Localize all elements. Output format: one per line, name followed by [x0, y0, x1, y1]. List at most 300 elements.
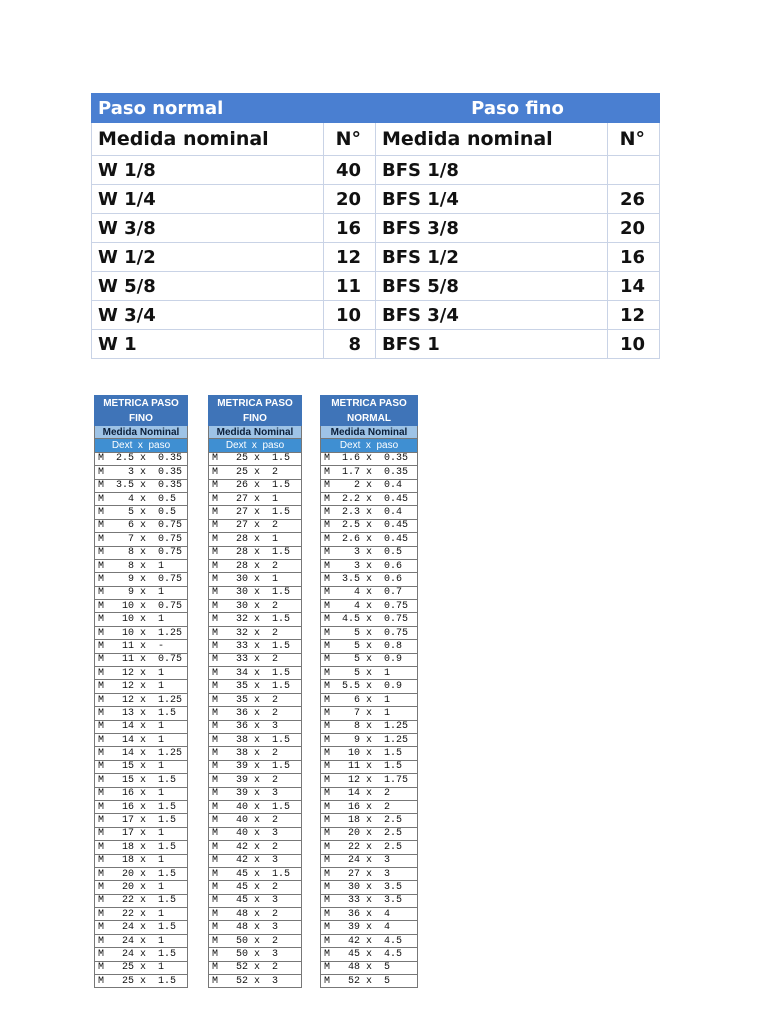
- metric-row: [209, 800, 302, 813]
- metric-size: M 2.5 x 0.45: [321, 519, 418, 532]
- normal-size: W 1/8: [92, 156, 324, 185]
- metric-columns-cell: Dext x paso: [321, 439, 418, 452]
- metric-size: M 50 x 2: [209, 934, 302, 947]
- metric-size: M 33 x 2: [209, 653, 302, 666]
- metric-row: [95, 667, 188, 680]
- metric-row: [321, 814, 418, 827]
- thread-table: [91, 93, 660, 359]
- metric-row: [209, 573, 302, 586]
- metric-title-line2-cell: FINO: [209, 411, 302, 426]
- metric-size: M 16 x 2: [321, 800, 418, 813]
- metric-row: [95, 881, 188, 894]
- metric-row: [209, 921, 302, 934]
- metric-row: [321, 613, 418, 626]
- metric-row: [321, 519, 418, 532]
- metric-title-line2-cell: FINO: [95, 411, 188, 426]
- metric-size: M 16 x 1.5: [95, 800, 188, 813]
- metric-row: [95, 559, 188, 572]
- metric-size: M 5 x 1: [321, 667, 418, 680]
- metric-size: M 52 x 2: [209, 961, 302, 974]
- metric-row: [209, 452, 302, 465]
- metric-row: [209, 908, 302, 921]
- thread-table-subheader: [92, 123, 660, 156]
- metric-size: M 45 x 2: [209, 881, 302, 894]
- metric-size: M 36 x 2: [209, 707, 302, 720]
- metric-size: M 8 x 1.25: [321, 720, 418, 733]
- metric-columns-cell: Dext x paso: [209, 439, 302, 452]
- metric-size: M 30 x 2: [209, 600, 302, 613]
- metric-row: [209, 975, 302, 988]
- metric-row: [321, 559, 418, 572]
- metric-row: [95, 466, 188, 479]
- thread-row: [92, 185, 660, 214]
- metric-label: [321, 426, 418, 439]
- normal-size: W 3/4: [92, 301, 324, 330]
- header-paso-normal: Paso normal: [92, 94, 376, 123]
- metric-size: M 3 x 0.5: [321, 546, 418, 559]
- metric-row: [209, 760, 302, 773]
- normal-size: W 1/2: [92, 243, 324, 272]
- metric-row: [321, 693, 418, 706]
- metric-row: [209, 613, 302, 626]
- thread-row: [92, 214, 660, 243]
- metric-size: M 33 x 3.5: [321, 894, 418, 907]
- col-numero-fino: N°: [608, 123, 660, 156]
- metric-row: [95, 640, 188, 653]
- metric-label-cell: Medida Nominal: [95, 426, 188, 439]
- metric-fino-table-1: [94, 395, 188, 988]
- metric-row: [95, 760, 188, 773]
- metric-size: M 8 x 1: [95, 559, 188, 572]
- metric-size: M 4 x 0.75: [321, 600, 418, 613]
- normal-number: 16: [324, 214, 376, 243]
- metric-size: M 52 x 3: [209, 975, 302, 988]
- metric-size: M 25 x 1: [95, 961, 188, 974]
- metric-size: M 10 x 1.25: [95, 626, 188, 639]
- metric-row: [95, 586, 188, 599]
- metric-title-line1-cell: METRICA PASO: [209, 396, 302, 411]
- metric-size: M 45 x 1.5: [209, 867, 302, 880]
- metric-size: M 28 x 1: [209, 533, 302, 546]
- metric-row: [321, 466, 418, 479]
- metric-size: M 36 x 4: [321, 908, 418, 921]
- metric-row: [209, 841, 302, 854]
- fine-size: BFS 1/4: [376, 185, 608, 214]
- metric-row: [209, 894, 302, 907]
- metric-size: M 5 x 0.75: [321, 626, 418, 639]
- normal-number: 40: [324, 156, 376, 185]
- metric-row: [95, 653, 188, 666]
- metric-row: [209, 626, 302, 639]
- fine-number: 12: [608, 301, 660, 330]
- metric-title-line2-cell: NORMAL: [321, 411, 418, 426]
- metric-size: M 12 x 1: [95, 680, 188, 693]
- metric-row: [95, 975, 188, 988]
- metric-size: M 42 x 2: [209, 841, 302, 854]
- metric-row: [95, 934, 188, 947]
- metric-size: M 8 x 0.75: [95, 546, 188, 559]
- metric-row: [321, 667, 418, 680]
- metric-row: [95, 600, 188, 613]
- metric-row: [321, 921, 418, 934]
- metric-row: [209, 559, 302, 572]
- metric-size: M 12 x 1.75: [321, 774, 418, 787]
- metric-size: M 5.5 x 0.9: [321, 680, 418, 693]
- metric-size: M 39 x 4: [321, 921, 418, 934]
- metric-row: [209, 774, 302, 787]
- metric-row: [95, 720, 188, 733]
- metric-row: [321, 934, 418, 947]
- metric-size: M 48 x 2: [209, 908, 302, 921]
- metric-row: [95, 827, 188, 840]
- metric-row: [209, 854, 302, 867]
- metric-size: M 24 x 1.5: [95, 921, 188, 934]
- metric-size: M 3 x 0.6: [321, 559, 418, 572]
- metric-size: M 10 x 0.75: [95, 600, 188, 613]
- metric-size: M 33 x 1.5: [209, 640, 302, 653]
- normal-number: 10: [324, 301, 376, 330]
- metric-row: [209, 680, 302, 693]
- metric-size: M 32 x 1.5: [209, 613, 302, 626]
- metric-row: [321, 653, 418, 666]
- metric-size: M 48 x 5: [321, 961, 418, 974]
- metric-title-line1: [95, 396, 188, 411]
- metric-size: M 24 x 1.5: [95, 948, 188, 961]
- metric-size: M 28 x 2: [209, 559, 302, 572]
- fine-size: BFS 1/8: [376, 156, 608, 185]
- metric-row: [321, 492, 418, 505]
- metric-row: [95, 948, 188, 961]
- metric-size: M 32 x 2: [209, 626, 302, 639]
- thread-row: [92, 156, 660, 185]
- metric-size: M 27 x 3: [321, 867, 418, 880]
- metric-row: [209, 814, 302, 827]
- metric-size: M 14 x 1: [95, 720, 188, 733]
- metric-title-line1-cell: METRICA PASO: [95, 396, 188, 411]
- thread-row: [92, 272, 660, 301]
- metric-row: [95, 733, 188, 746]
- normal-size: W 1/4: [92, 185, 324, 214]
- fine-number: [608, 156, 660, 185]
- metric-size: M 40 x 1.5: [209, 800, 302, 813]
- metric-row: [209, 667, 302, 680]
- metric-size: M 22 x 1.5: [95, 894, 188, 907]
- metric-row: [95, 707, 188, 720]
- metric-row: [321, 640, 418, 653]
- normal-number: 8: [324, 330, 376, 359]
- metric-size: M 40 x 2: [209, 814, 302, 827]
- metric-size: M 39 x 2: [209, 774, 302, 787]
- metric-size: M 25 x 1.5: [95, 975, 188, 988]
- metric-row: [321, 479, 418, 492]
- metric-size: M 38 x 1.5: [209, 733, 302, 746]
- metric-size: M 14 x 2: [321, 787, 418, 800]
- metric-row: [209, 640, 302, 653]
- fine-size: BFS 3/4: [376, 301, 608, 330]
- metric-size: M 7 x 1: [321, 707, 418, 720]
- fine-size: BFS 3/8: [376, 214, 608, 243]
- metric-columns-cell: Dext x paso: [95, 439, 188, 452]
- fine-size: BFS 1: [376, 330, 608, 359]
- metric-label: [209, 426, 302, 439]
- metric-row: [95, 908, 188, 921]
- metric-size: M 11 x -: [95, 640, 188, 653]
- metric-size: M 3.5 x 0.35: [95, 479, 188, 492]
- metric-row: [321, 948, 418, 961]
- metric-size: M 3 x 0.35: [95, 466, 188, 479]
- metric-fino-table-2: [208, 395, 302, 988]
- fine-number: 10: [608, 330, 660, 359]
- metric-size: M 10 x 1.5: [321, 747, 418, 760]
- fine-number: 14: [608, 272, 660, 301]
- metric-size: M 13 x 1.5: [95, 707, 188, 720]
- metric-size: M 18 x 1.5: [95, 841, 188, 854]
- metric-row: [321, 733, 418, 746]
- normal-size: W 3/8: [92, 214, 324, 243]
- metric-row: [209, 492, 302, 505]
- metric-row: [95, 774, 188, 787]
- metric-size: M 24 x 1: [95, 934, 188, 947]
- metric-row: [209, 948, 302, 961]
- metric-row: [209, 600, 302, 613]
- metric-row: [95, 800, 188, 813]
- metric-size: M 42 x 4.5: [321, 934, 418, 947]
- metric-row: [209, 787, 302, 800]
- metric-row: [321, 600, 418, 613]
- metric-title-line1: [321, 396, 418, 411]
- metric-row: [321, 707, 418, 720]
- metric-size: M 52 x 5: [321, 975, 418, 988]
- metric-size: M 9 x 0.75: [95, 573, 188, 586]
- metric-row: [209, 881, 302, 894]
- metric-row: [209, 707, 302, 720]
- metric-columns: [321, 439, 418, 452]
- metric-row: [209, 693, 302, 706]
- metric-row: [95, 747, 188, 760]
- metric-size: M 30 x 1.5: [209, 586, 302, 599]
- col-medida-nominal: Medida nominal: [92, 123, 324, 156]
- metric-size: M 24 x 3: [321, 854, 418, 867]
- metric-row: [209, 533, 302, 546]
- metric-row: [321, 800, 418, 813]
- metric-row: [321, 586, 418, 599]
- fine-number: 26: [608, 185, 660, 214]
- metric-row: [209, 479, 302, 492]
- fine-number: 20: [608, 214, 660, 243]
- metric-row: [321, 774, 418, 787]
- metric-row: [209, 733, 302, 746]
- metric-row: [95, 961, 188, 974]
- metric-row: [209, 827, 302, 840]
- metric-row: [95, 573, 188, 586]
- metric-size: M 48 x 3: [209, 921, 302, 934]
- metric-row: [95, 506, 188, 519]
- metric-row: [321, 961, 418, 974]
- metric-row: [95, 867, 188, 880]
- metric-size: M 22 x 1: [95, 908, 188, 921]
- metric-size: M 38 x 2: [209, 747, 302, 760]
- metric-size: M 27 x 1: [209, 492, 302, 505]
- metric-size: M 30 x 1: [209, 573, 302, 586]
- metric-size: M 25 x 2: [209, 466, 302, 479]
- metric-row: [321, 908, 418, 921]
- metric-size: M 39 x 1.5: [209, 760, 302, 773]
- metric-normal-table: [320, 395, 418, 988]
- metric-size: M 42 x 3: [209, 854, 302, 867]
- metric-row: [321, 867, 418, 880]
- metric-row: [321, 452, 418, 465]
- metric-row: [321, 760, 418, 773]
- metric-size: M 17 x 1.5: [95, 814, 188, 827]
- metric-size: M 15 x 1.5: [95, 774, 188, 787]
- thread-row: [92, 330, 660, 359]
- metric-size: M 2.3 x 0.4: [321, 506, 418, 519]
- metric-row: [209, 506, 302, 519]
- metric-size: M 3.5 x 0.6: [321, 573, 418, 586]
- metric-row: [209, 961, 302, 974]
- metric-size: M 16 x 1: [95, 787, 188, 800]
- metric-row: [95, 680, 188, 693]
- metric-row: [321, 573, 418, 586]
- metric-row: [321, 975, 418, 988]
- metric-size: M 15 x 1: [95, 760, 188, 773]
- metric-size: M 4.5 x 0.75: [321, 613, 418, 626]
- metric-title-line1: [209, 396, 302, 411]
- metric-size: M 17 x 1: [95, 827, 188, 840]
- metric-row: [95, 854, 188, 867]
- metric-size: M 9 x 1.25: [321, 733, 418, 746]
- metric-size: M 2.5 x 0.35: [95, 452, 188, 465]
- metric-row: [209, 546, 302, 559]
- metric-size: M 22 x 2.5: [321, 841, 418, 854]
- metric-size: M 28 x 1.5: [209, 546, 302, 559]
- metric-row: [95, 841, 188, 854]
- thread-row: [92, 301, 660, 330]
- thread-row: [92, 243, 660, 272]
- metric-row: [209, 586, 302, 599]
- metric-title-line1-cell: METRICA PASO: [321, 396, 418, 411]
- fine-size: BFS 1/2: [376, 243, 608, 272]
- metric-row: [95, 492, 188, 505]
- metric-row: [321, 841, 418, 854]
- metric-size: M 27 x 1.5: [209, 506, 302, 519]
- metric-row: [95, 693, 188, 706]
- metric-row: [321, 827, 418, 840]
- metric-row: [95, 921, 188, 934]
- metric-size: M 12 x 1: [95, 667, 188, 680]
- metric-title-line2: [321, 411, 418, 426]
- metric-size: M 20 x 1: [95, 881, 188, 894]
- metric-row: [321, 533, 418, 546]
- metric-size: M 10 x 1: [95, 613, 188, 626]
- metric-size: M 39 x 3: [209, 787, 302, 800]
- metric-row: [321, 747, 418, 760]
- normal-size: W 1: [92, 330, 324, 359]
- metric-size: M 26 x 1.5: [209, 479, 302, 492]
- metric-row: [321, 680, 418, 693]
- metric-row: [321, 894, 418, 907]
- metric-row: [321, 546, 418, 559]
- metric-row: [209, 867, 302, 880]
- fine-size: BFS 5/8: [376, 272, 608, 301]
- metric-title-line2: [95, 411, 188, 426]
- metric-row: [95, 533, 188, 546]
- metric-size: M 7 x 0.75: [95, 533, 188, 546]
- metric-size: M 2 x 0.4: [321, 479, 418, 492]
- metric-size: M 20 x 1.5: [95, 867, 188, 880]
- metric-size: M 18 x 2.5: [321, 814, 418, 827]
- metric-title-line2: [209, 411, 302, 426]
- metric-size: M 5 x 0.5: [95, 506, 188, 519]
- metric-row: [95, 452, 188, 465]
- metric-size: M 11 x 1.5: [321, 760, 418, 773]
- metric-row: [95, 787, 188, 800]
- col-medida-nominal-fino: Medida nominal: [376, 123, 608, 156]
- metric-row: [321, 881, 418, 894]
- metric-size: M 5 x 0.9: [321, 653, 418, 666]
- metric-row: [95, 519, 188, 532]
- metric-size: M 45 x 3: [209, 894, 302, 907]
- metric-row: [209, 934, 302, 947]
- metric-size: M 14 x 1: [95, 733, 188, 746]
- fine-number: 16: [608, 243, 660, 272]
- metric-size: M 45 x 4.5: [321, 948, 418, 961]
- metric-size: M 9 x 1: [95, 586, 188, 599]
- metric-columns: [95, 439, 188, 452]
- normal-number: 20: [324, 185, 376, 214]
- metric-size: M 35 x 2: [209, 693, 302, 706]
- metric-row: [321, 506, 418, 519]
- metric-row: [321, 787, 418, 800]
- metric-size: M 36 x 3: [209, 720, 302, 733]
- metric-size: M 4 x 0.5: [95, 492, 188, 505]
- header-paso-fino: Paso fino: [376, 94, 660, 123]
- metric-row: [95, 479, 188, 492]
- metric-size: M 1.7 x 0.35: [321, 466, 418, 479]
- metric-label: [95, 426, 188, 439]
- col-numero: N°: [324, 123, 376, 156]
- metric-row: [321, 626, 418, 639]
- metric-size: M 5 x 0.8: [321, 640, 418, 653]
- metric-size: M 6 x 0.75: [95, 519, 188, 532]
- metric-size: M 20 x 2.5: [321, 827, 418, 840]
- metric-row: [209, 747, 302, 760]
- metric-row: [321, 854, 418, 867]
- metric-row: [95, 894, 188, 907]
- metric-size: M 25 x 1.5: [209, 452, 302, 465]
- metric-label-cell: Medida Nominal: [321, 426, 418, 439]
- metric-columns: [209, 439, 302, 452]
- metric-size: M 18 x 1: [95, 854, 188, 867]
- normal-number: 12: [324, 243, 376, 272]
- metric-row: [95, 814, 188, 827]
- metric-size: M 4 x 0.7: [321, 586, 418, 599]
- metric-size: M 1.6 x 0.35: [321, 452, 418, 465]
- metric-row: [321, 720, 418, 733]
- metric-size: M 11 x 0.75: [95, 653, 188, 666]
- metric-label-cell: Medida Nominal: [209, 426, 302, 439]
- metric-size: M 12 x 1.25: [95, 693, 188, 706]
- metric-row: [95, 546, 188, 559]
- metric-row: [209, 720, 302, 733]
- normal-size: W 5/8: [92, 272, 324, 301]
- metric-size: M 50 x 3: [209, 948, 302, 961]
- metric-size: M 2.6 x 0.45: [321, 533, 418, 546]
- metric-row: [209, 466, 302, 479]
- metric-size: M 2.2 x 0.45: [321, 492, 418, 505]
- metric-size: M 14 x 1.25: [95, 747, 188, 760]
- thread-table-header: [92, 94, 660, 123]
